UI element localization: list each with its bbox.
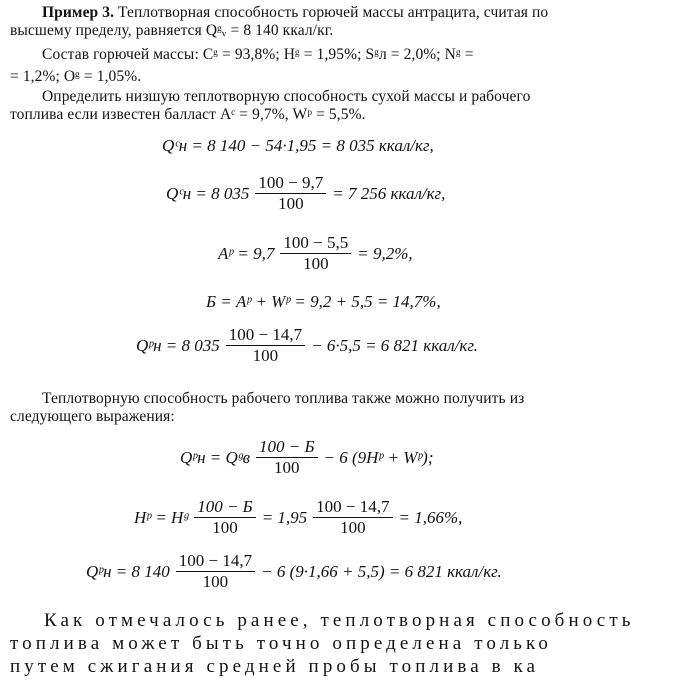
formula-6-left: Qᵖн = Qᵍв [180,447,251,467]
example-line-1-text: Теплотворная способность горючей массы антрацита, считая по [114,4,549,21]
example-line-5: Определить низшую теплотворную способность сухой массы и рабочего [42,88,531,105]
example-line-1 [42,4,548,22]
formula-2-left: Qᶜн = 8 035 [166,183,250,203]
formula-7-denominator-1: 100 [212,518,238,537]
formula-6-numerator: 100 − Б [256,438,318,458]
formula-2-denominator: 100 [278,194,304,213]
formula-8-denominator: 100 [202,572,229,591]
formula-7 [134,498,462,537]
formula-1: Qᶜн = 8 140 − 54·1,95 = 8 035 ккал/кг, [162,136,434,155]
formula-5-denominator: 100 [252,346,279,365]
formula-8-right: − 6 (9·1,66 + 5,5) = 6 821 ккал/кг. [261,561,502,581]
formula-8-fraction [176,552,255,591]
formula-5 [136,326,478,365]
example-title: Пример 3. [42,4,115,21]
formula-2-right: = 7 256 ккал/кг, [332,183,446,203]
paragraph-2-line-1: Теплотворную способность рабочего топлива также можно получить из [42,390,525,407]
formula-6-fraction [256,438,318,477]
example-line-4: = 1,2%; Oᵍ = 1,05%. [10,68,142,85]
bottom-line-2: топлива может быть точно определена только [10,633,553,654]
formula-8 [86,552,502,591]
formula-7-right: = 1,66%, [398,507,463,527]
formula-7-middle: = 1,95 [261,507,308,527]
example-line-6: топлива если известен балласт Aᶜ = 9,7%, Wᵖ = 5,5%. [10,106,366,123]
formula-3-numerator: 100 − 5,5 [280,234,351,254]
bottom-line-1: Как отмечалось ранее, теплотворная способность [44,610,635,631]
formula-7-denominator-2: 100 [340,518,366,537]
formula-2-numerator: 100 − 9,7 [255,174,326,194]
formula-3-right: = 9,2%, [357,243,413,263]
formula-7-left: Hᵖ = Hᵍ [134,507,189,527]
formula-4: Б = Aᵖ + Wᵖ = 9,2 + 5,5 = 14,7%, [206,292,441,311]
formula-7-fraction-1 [194,498,256,537]
example-line-3: Состав горючей массы: Cᵍ = 93,8%; Hᵍ = 1,95%; Sᵍл = 2,0%; Nᵍ = [42,46,474,63]
formula-5-fraction [226,326,305,365]
formula-2-fraction [255,174,326,213]
paragraph-2-line-2: следующего выражения: [10,408,175,425]
formula-5-numerator: 100 − 14,7 [226,326,305,346]
formula-7-numerator-2: 100 − 14,7 [313,498,392,518]
example-line-2: высшему пределу, равняется Qᵍᵥ = 8 140 ккал/кг. [10,22,334,39]
formula-8-numerator: 100 − 14,7 [176,552,255,572]
formula-3-left: Aᵖ = 9,7 [218,243,275,263]
formula-7-fraction-2 [313,498,392,537]
formula-6-right: − 6 (9Hᵖ + Wᵖ); [323,447,434,467]
bottom-line-3: путем сжигания средней пробы топлива в ка [10,656,540,677]
formula-2 [166,174,445,213]
formula-6-denominator: 100 [274,458,300,477]
formula-3 [218,234,413,273]
formula-5-left: Qᵖн = 8 035 [136,335,220,355]
formula-6 [180,438,434,477]
formula-5-right: − 6·5,5 = 6 821 ккал/кг. [311,335,479,355]
formula-3-denominator: 100 [303,254,329,273]
formula-3-fraction [280,234,351,273]
formula-8-left: Qᵖн = 8 140 [86,561,170,581]
formula-7-numerator-1: 100 − Б [194,498,256,518]
